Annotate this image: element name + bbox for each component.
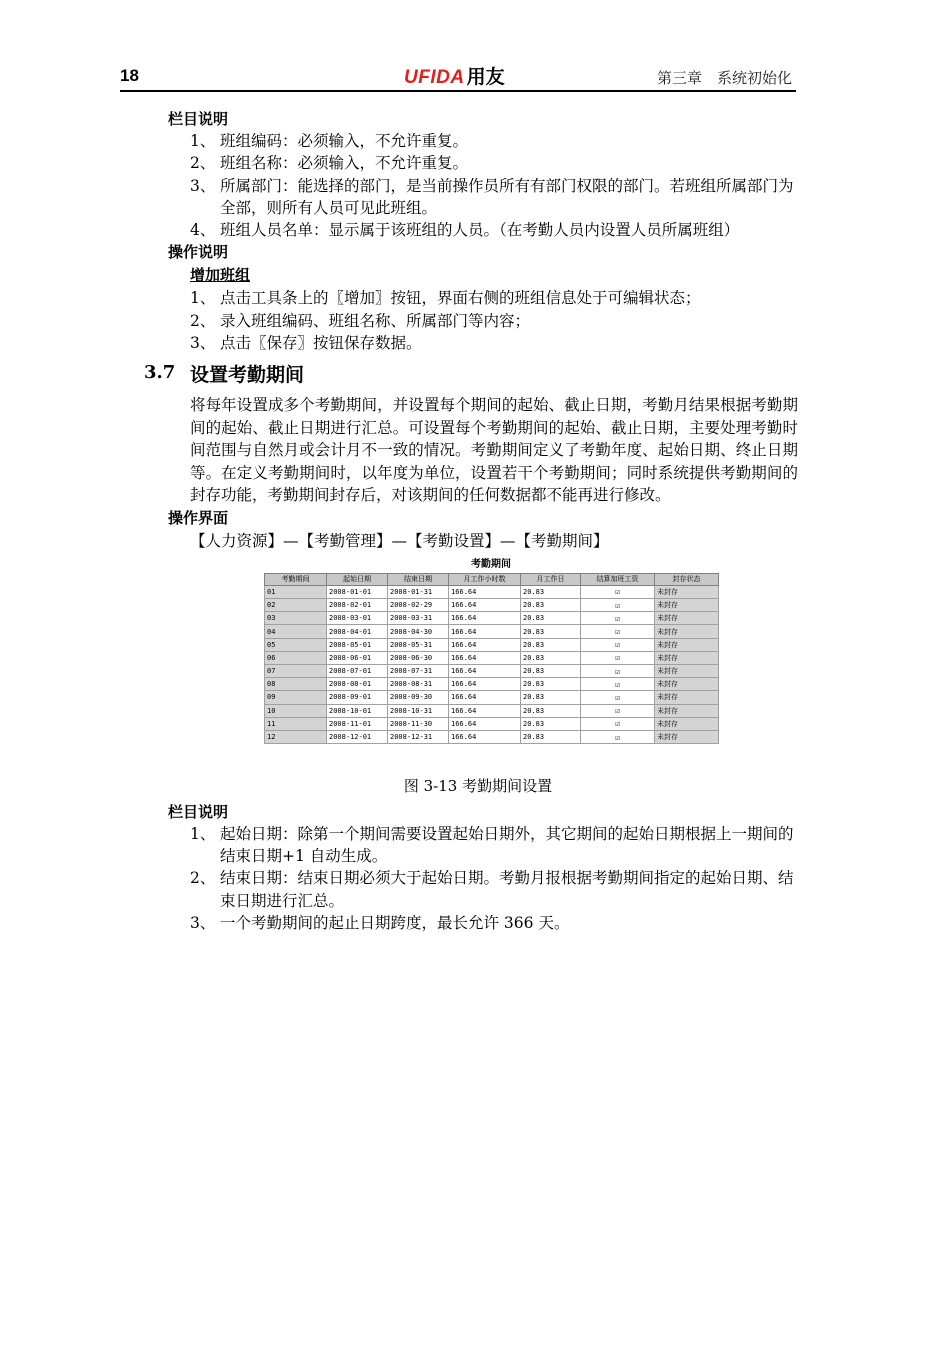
table-cell[interactable]: 166.64	[449, 691, 521, 704]
column-header[interactable]: 月工作日	[521, 573, 581, 585]
table-row[interactable]	[265, 599, 719, 612]
table-row[interactable]	[265, 730, 719, 743]
menu-path: 【人力资源】—【考勤管理】—【考勤设置】—【考勤期间】	[190, 531, 609, 550]
ufida-logo	[404, 62, 505, 89]
table-cell[interactable]: 03	[265, 612, 327, 625]
table-cell[interactable]: 166.64	[449, 717, 521, 730]
table-cell[interactable]: 20.83	[521, 717, 581, 730]
table-cell[interactable]: 2008-01-01	[327, 585, 388, 598]
table-cell[interactable]: 20.83	[521, 612, 581, 625]
chapter-title: 第三章 系统初始化	[656, 69, 792, 87]
overtime-checkbox[interactable]: ☑	[581, 678, 655, 691]
table-cell[interactable]: 未封存	[655, 585, 719, 598]
table-cell[interactable]: 2008-05-31	[388, 638, 449, 651]
table-cell[interactable]: 02	[265, 599, 327, 612]
table-cell[interactable]: 未封存	[655, 665, 719, 678]
table-cell[interactable]: 07	[265, 665, 327, 678]
table-cell[interactable]: 166.64	[449, 730, 521, 743]
table-cell[interactable]: 2008-11-30	[388, 717, 449, 730]
table-cell[interactable]: 20.83	[521, 651, 581, 664]
table-row[interactable]	[265, 651, 719, 664]
table-cell[interactable]: 20.83	[521, 585, 581, 598]
table-cell[interactable]: 未封存	[655, 625, 719, 638]
column-description-heading-2: 栏目说明	[168, 802, 229, 821]
table-cell[interactable]: 20.83	[521, 638, 581, 651]
table-cell[interactable]: 20.83	[521, 625, 581, 638]
table-cell[interactable]: 2008-11-01	[327, 717, 388, 730]
table-cell[interactable]: 2008-10-01	[327, 704, 388, 717]
table-cell[interactable]: 166.64	[449, 651, 521, 664]
list-item: 2、 录入班组编码、班组名称、所属部门等内容；	[190, 311, 531, 330]
window-title: 考勤期间	[471, 558, 511, 570]
table-cell[interactable]: 2008-01-31	[388, 585, 449, 598]
table-cell[interactable]: 08	[265, 678, 327, 691]
overtime-checkbox[interactable]: ☑	[581, 730, 655, 743]
overtime-checkbox[interactable]: ☑	[581, 651, 655, 664]
list-item: 2、 班组名称：必须输入，不允许重复。	[190, 154, 469, 173]
table-cell[interactable]: 20.83	[521, 678, 581, 691]
column-description-list	[168, 130, 798, 241]
list-item: 3、 一个考勤期间的起止日期跨度，最长允许 366 天。	[190, 914, 570, 933]
table-cell[interactable]: 2008-08-01	[327, 678, 388, 691]
table-cell[interactable]: 20.83	[521, 730, 581, 743]
table-cell[interactable]: 166.64	[449, 625, 521, 638]
table-cell[interactable]: 20.83	[521, 599, 581, 612]
page-header	[120, 62, 796, 92]
list-item: 1、 点击工具条上的〖增加〗按钮，界面右侧的班组信息处于可编辑状态；	[190, 289, 701, 308]
table-cell[interactable]: 10	[265, 704, 327, 717]
overtime-checkbox[interactable]: ☑	[581, 585, 655, 598]
table-row[interactable]	[265, 691, 719, 704]
table-cell[interactable]: 09	[265, 691, 327, 704]
page-content	[144, 108, 798, 934]
table-cell[interactable]: 未封存	[655, 612, 719, 625]
section-heading	[144, 360, 798, 390]
overtime-checkbox[interactable]: ☑	[581, 704, 655, 717]
table-cell[interactable]: 166.64	[449, 585, 521, 598]
grid-header-row	[265, 573, 719, 585]
table-row[interactable]	[265, 585, 719, 598]
overtime-checkbox[interactable]: ☑	[581, 665, 655, 678]
table-cell[interactable]: 2008-10-31	[388, 704, 449, 717]
table-cell[interactable]: 2008-07-31	[388, 665, 449, 678]
section-title: 设置考勤期间	[190, 364, 305, 387]
operation-description-heading: 操作说明	[168, 243, 229, 262]
section-body: 将每年设置成多个考勤期间，并设置每个期间的起始、截止日期，考勤月结果根据考勤期间的起始、截止日期进行汇总。可设置每个考勤期间的起始、截止日期，主要处理考勤时间范围与自然月或会计月不一致的情况。考勤期间定义了考勤年度、起始日期、终止日期等。在定义考勤期间时，以年度为单位，设置若干个考勤期间；同时系统提供考勤期间的封存功能，考勤期间封存后，对该期间的任何数据都不能再进行修改。	[190, 396, 798, 505]
table-cell[interactable]: 20.83	[521, 691, 581, 704]
table-cell[interactable]: 2008-04-30	[388, 625, 449, 638]
column-description-heading: 栏目说明	[168, 110, 229, 128]
table-cell[interactable]: 未封存	[655, 704, 719, 717]
column-header[interactable]: 封存状态	[655, 573, 719, 585]
attendance-period-screenshot	[168, 555, 798, 775]
table-cell[interactable]: 2008-12-31	[388, 730, 449, 743]
table-cell[interactable]: 2008-09-01	[327, 691, 388, 704]
table-row[interactable]	[265, 717, 719, 730]
column-header[interactable]: 月工作小时数	[449, 573, 521, 585]
operation-steps-list	[168, 287, 798, 354]
table-cell[interactable]: 2008-03-31	[388, 612, 449, 625]
table-cell[interactable]: 未封存	[655, 730, 719, 743]
table-cell[interactable]: 2008-03-01	[327, 612, 388, 625]
table-cell[interactable]: 未封存	[655, 691, 719, 704]
column-header[interactable]: 考勤期间	[265, 573, 327, 585]
table-cell[interactable]: 20.83	[521, 704, 581, 717]
table-cell[interactable]: 未封存	[655, 717, 719, 730]
table-cell[interactable]: 166.64	[449, 704, 521, 717]
page-number: 18	[120, 66, 139, 85]
logo-brand: UFIDA	[404, 67, 465, 88]
table-cell[interactable]: 2008-07-01	[327, 665, 388, 678]
table-cell[interactable]: 166.64	[449, 678, 521, 691]
table-row[interactable]	[265, 638, 719, 651]
table-row[interactable]	[265, 678, 719, 691]
table-cell[interactable]: 2008-04-01	[327, 625, 388, 638]
table-cell[interactable]: 2008-06-30	[388, 651, 449, 664]
section-number: 3.7	[144, 362, 176, 384]
table-cell[interactable]: 2008-02-01	[327, 599, 388, 612]
table-cell[interactable]: 05	[265, 638, 327, 651]
overtime-checkbox[interactable]: ☑	[581, 625, 655, 638]
list-item: 3、 所属部门：能选择的部门，是当前操作员所有有部门权限的部门。若班组所属部门为全部，则所有人员可见此班组。	[190, 176, 794, 217]
table-cell[interactable]: 未封存	[655, 599, 719, 612]
overtime-checkbox[interactable]: ☑	[581, 717, 655, 730]
operation-ui-heading: 操作界面	[168, 508, 229, 527]
table-row[interactable]	[265, 665, 719, 678]
table-row[interactable]	[265, 612, 719, 625]
table-cell[interactable]: 未封存	[655, 678, 719, 691]
table-row[interactable]	[265, 625, 719, 638]
list-item: 2、 结束日期：结束日期必须大于起始日期。考勤月报根据考勤期间指定的起始日期、结束日期进行汇总。	[190, 869, 794, 910]
list-item: 1、 起始日期：除第一个期间需要设置起始日期外，其它期间的起始日期根据上一期间的结束日期+1 自动生成。	[190, 824, 794, 866]
table-cell[interactable]: 11	[265, 717, 327, 730]
table-cell[interactable]: 2008-08-31	[388, 678, 449, 691]
column-header[interactable]: 结算加班工资	[581, 573, 655, 585]
logo-brand-cn: 用友	[466, 67, 505, 88]
overtime-checkbox[interactable]: ☑	[581, 612, 655, 625]
table-cell[interactable]: 01	[265, 585, 327, 598]
grid-body	[265, 585, 719, 743]
table-cell[interactable]: 12	[265, 730, 327, 743]
table-cell[interactable]: 2008-06-01	[327, 651, 388, 664]
overtime-checkbox[interactable]: ☑	[581, 638, 655, 651]
table-cell[interactable]: 166.64	[449, 612, 521, 625]
table-cell[interactable]: 未封存	[655, 638, 719, 651]
table-cell[interactable]: 未封存	[655, 651, 719, 664]
table-cell[interactable]: 166.64	[449, 599, 521, 612]
table-cell[interactable]: 166.64	[449, 665, 521, 678]
figure-caption: 图 3-13 考勤期间设置	[403, 776, 553, 795]
overtime-checkbox[interactable]: ☑	[581, 691, 655, 704]
column-header[interactable]: 结束日期	[388, 573, 449, 585]
list-item: 1、 班组编码：必须输入，不允许重复。	[190, 132, 469, 150]
column-description-list-2	[168, 823, 798, 934]
table-cell[interactable]: 04	[265, 625, 327, 638]
list-item: 3、 点击〖保存〗按钮保存数据。	[190, 334, 422, 353]
table-cell[interactable]: 166.64	[449, 638, 521, 651]
table-cell[interactable]: 20.83	[521, 665, 581, 678]
overtime-checkbox[interactable]: ☑	[581, 599, 655, 612]
table-row[interactable]	[265, 704, 719, 717]
list-item: 4、 班组人员名单：显示属于该班组的人员。（在考勤人员内设置人员所属班组）	[190, 221, 740, 240]
table-cell[interactable]: 06	[265, 651, 327, 664]
table-cell[interactable]: 2008-12-01	[327, 730, 388, 743]
add-team-subheading: 增加班组	[190, 266, 251, 285]
table-cell[interactable]: 2008-05-01	[327, 638, 388, 651]
column-header[interactable]: 起始日期	[327, 573, 388, 585]
table-cell[interactable]: 2008-02-29	[388, 599, 449, 612]
table-cell[interactable]: 2008-09-30	[388, 691, 449, 704]
attendance-period-grid	[264, 573, 719, 744]
